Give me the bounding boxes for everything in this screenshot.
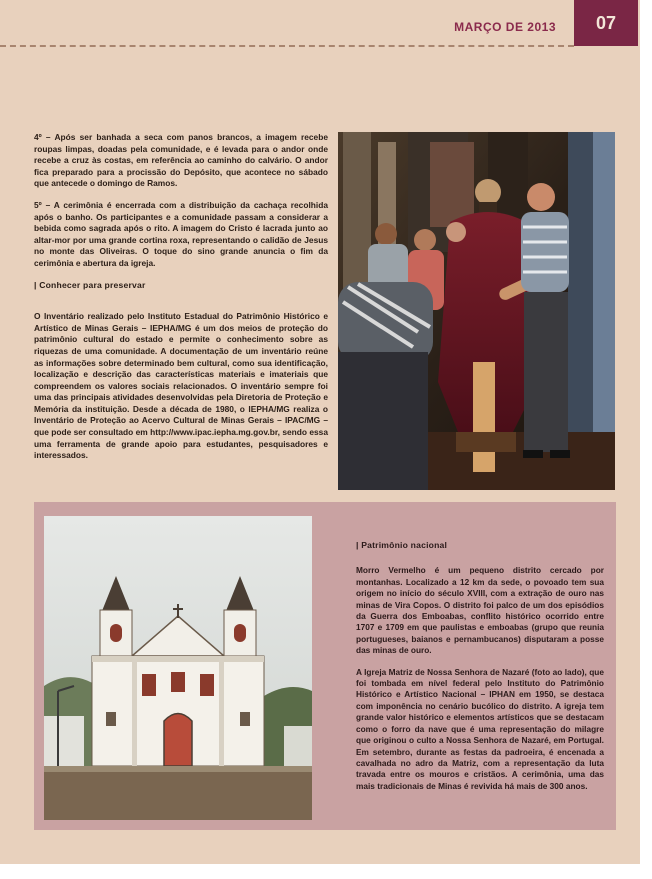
paragraph-inventory: O Inventário realizado pelo Instituto Estadual do Patrimônio Histórico e Artístico de Minas Gerais – IEPHA/MG é um dos meios de proteção do patrimônio cultural do estado e permite o conhecimento sobre as riquezas de uma comunidade. A documentação de um inventário reúne as informações sobre determinado bem cultural, como sua identificação, localização e descrição das características materiais e imateriais que compreendem os valores sociais relacionados. O inventário sempre foi uma das principais atividades desenvolvidas pela Diretoria de Proteção e Memória da instituição. Desde a década de 1980, o IEPHA/MG realiza o Inventário de Proteção ao Acervo Cultural de Minas Gerais – IPAC/MG – que pode ser consultado em http://www.ipac.iepha.mg.gov.br, sendo essa uma ferramenta de grande apoio para estudantes, pesquisadores e interessados. (34, 311, 328, 461)
paragraph-step-5: 5º – A cerimônia é encerrada com a distribuição da cachaça recolhida após o banho. Os participantes e a comunidade passam a considerar a bebida como sagrada após o rito. A imagem do Cristo é lacrada junto ao altar-mor por uma grande cortina roxa, representando o calidão de Jesus no monte das Oliveiras. O toque do sino grande anuncia o fim da cerimônia e abertura da igreja. (34, 199, 328, 268)
issue-date: MARÇO DE 2013 (454, 20, 556, 34)
ceremony-photo (338, 132, 615, 490)
paragraph-step-4: 4º – Após ser banhada a seca com panos brancos, a imagem recebe roupas limpas, doadas pela comunidade, e é levada para o andor onde recebe a cruz às costas, em referência ao caminho do calvário. O andor fica preparado para a procissão do Depósito, que acontece no sábado que antecede o domingo de Ramos. (34, 132, 328, 189)
church-photo (44, 516, 312, 820)
left-article-column (34, 132, 328, 472)
page-number: 07 (574, 0, 638, 46)
header-divider (0, 45, 574, 47)
right-article-column (356, 540, 604, 802)
section-heading-preserve: | Conhecer para preservar (34, 279, 146, 290)
paragraph-igreja-matriz: A Igreja Matriz de Nossa Senhora de Nazaré (foto ao lado), que foi tombada em nível federal pelo Instituto do Patrimônio Histórico e Artístico Nacional – IPHAN em 1950, se destaca com imponência no cenário bucólico do distrito. A igreja tem grande valor histórico e elementos artísticos que se destacam como o forro da nave que é uma representação do milagre que originou o culto a Nossa Senhora de Nazaré, em Portugal. Em setembro, durante as festas da padroeira, é encenada a cavalhada no adro da Matriz, com a representação da luta travada entre os mouros e cristãos. A cerimônia, uma das mais tradicionais de Minas é revivida há mais de 300 anos. (356, 666, 604, 791)
paragraph-morro-vermelho: Morro Vermelho é um pequeno distrito cercado por montanhas. Localizado a 12 km da sede, o povoado tem sua origem no início do século XVIII, com a extração de ouro nas minas de Vira Copos. O distrito foi palco de um dos episódios da Guerra dos Emboabas, conflito histórico ocorrido entre 1707 e 1709 em que paulistas e emboabas (grupo que reunia portugueses, baianos e pernambucanos) disputaram a posse das minas de ouro. (356, 565, 604, 656)
section-heading-national: | Patrimônio nacional (356, 540, 448, 550)
